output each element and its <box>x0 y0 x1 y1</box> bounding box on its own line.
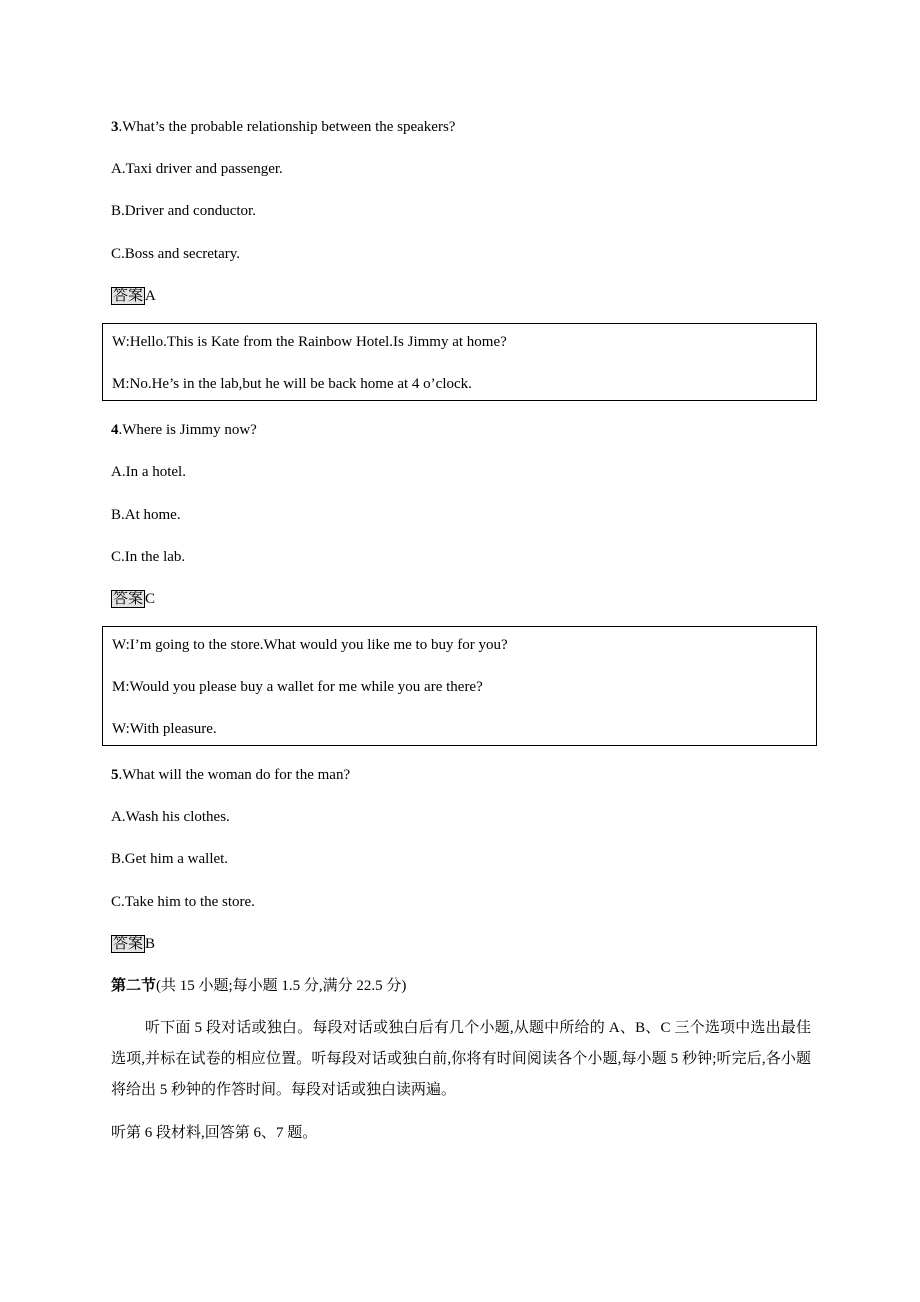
answer-label: 答案 <box>113 936 144 952</box>
option-a: A.Wash his clothes. <box>111 809 230 825</box>
transcript-line: W:I’m going to the store.What would you like me to buy for you? <box>112 637 508 653</box>
answer-line <box>111 590 155 608</box>
question-text: .What will the woman do for the man? <box>118 767 351 783</box>
question-number: 3 <box>111 119 119 135</box>
material-note: 听第 6 段材料,回答第 6、7 题。 <box>111 1125 318 1141</box>
question-text: .What’s the probable relationship between the speakers? <box>118 119 456 135</box>
option-c: C.In the lab. <box>111 549 186 565</box>
option-a: A.In a hotel. <box>111 464 186 480</box>
answer-line <box>111 935 155 953</box>
transcript-line: W:With pleasure. <box>112 721 217 737</box>
answer-value: B <box>145 936 156 952</box>
transcript-line: W:Hello.This is Kate from the Rainbow Hotel.Is Jimmy at home? <box>112 334 507 350</box>
transcript-box-4 <box>102 323 817 401</box>
transcript-line: M:No.He’s in the lab,but he will be back home at 4 o’clock. <box>112 376 472 392</box>
section-title: 第二节 <box>111 978 157 994</box>
question-3 <box>111 118 455 136</box>
question-5 <box>111 766 350 784</box>
answer-value: A <box>145 288 156 304</box>
section-heading <box>111 977 406 995</box>
option-b: B.Get him a wallet. <box>111 851 229 867</box>
answer-line <box>111 287 156 305</box>
answer-value: C <box>145 591 156 607</box>
answer-label: 答案 <box>113 591 144 607</box>
answer-label: 答案 <box>113 288 144 304</box>
question-4 <box>111 421 257 439</box>
question-text: .Where is Jimmy now? <box>118 422 257 438</box>
section-instructions: 听下面 5 段对话或独白。每段对话或独白后有几个小题,从题中所给的 A、B、C 三个选项中选出最佳选项,并标在试卷的相应位置。听每段对话或独白前,你将有时间阅读各个小题,每小题 5 秒钟;听完后,各小题将给出 5 秒钟的作答时间。每段对话或独白读两遍。 <box>111 1020 811 1098</box>
question-number: 5 <box>111 767 119 783</box>
option-b: B.Driver and conductor. <box>111 203 256 219</box>
option-c: C.Take him to the store. <box>111 894 255 910</box>
transcript-box-5 <box>102 626 817 746</box>
option-c: C.Boss and secretary. <box>111 246 240 262</box>
transcript-line: M:Would you please buy a wallet for me while you are there? <box>112 679 483 695</box>
question-number: 4 <box>111 422 119 438</box>
section-scoring: (共 15 小题;每小题 1.5 分,满分 22.5 分) <box>156 978 407 994</box>
option-b: B.At home. <box>111 507 181 523</box>
option-a: A.Taxi driver and passenger. <box>111 161 283 177</box>
